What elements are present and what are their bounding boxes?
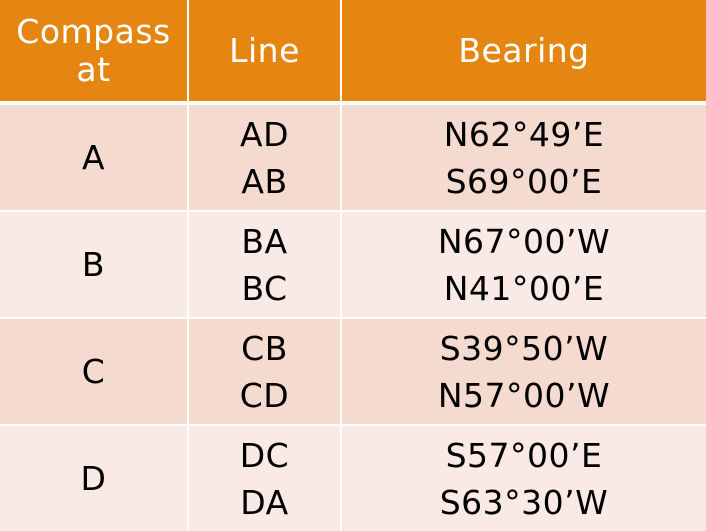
header-compass-at xyxy=(0,0,187,101)
compass-cell xyxy=(0,426,187,531)
line-value: CD xyxy=(239,375,290,415)
compass-station: A xyxy=(81,138,106,177)
bearing-value: S39°50’W xyxy=(439,328,609,368)
bearing-value: N62°49’E xyxy=(443,114,605,154)
header-line: Line xyxy=(229,30,300,70)
line-value: BA xyxy=(241,221,288,261)
header-compass-line1: Compass xyxy=(16,11,171,51)
bearing-cell xyxy=(342,319,706,424)
compass-station: D xyxy=(80,459,107,498)
table-row xyxy=(0,212,706,317)
compass-station: C xyxy=(81,352,106,391)
line-cell xyxy=(189,212,340,317)
table-row xyxy=(0,319,706,424)
line-value: DA xyxy=(240,482,289,522)
bearing-value: S69°00’E xyxy=(445,161,603,201)
compass-cell xyxy=(0,319,187,424)
bearing-cell xyxy=(342,426,706,531)
header-bearing: Bearing xyxy=(458,30,590,70)
bearing-value: S63°30’W xyxy=(439,482,609,522)
line-value: CB xyxy=(241,328,288,368)
bearing-cell xyxy=(342,212,706,317)
bearing-cell xyxy=(342,105,706,210)
table-row xyxy=(0,105,706,210)
line-value: AB xyxy=(241,161,288,201)
line-cell xyxy=(189,426,340,531)
bearing-value: N57°00’W xyxy=(437,375,611,415)
line-value: AD xyxy=(240,114,289,154)
line-value: BC xyxy=(241,268,288,308)
line-cell xyxy=(189,105,340,210)
header-compass-line2: at xyxy=(76,49,111,89)
bearing-value: N67°00’W xyxy=(437,221,611,261)
table-header xyxy=(0,0,706,101)
bearing-value: N41°00’E xyxy=(443,268,605,308)
compass-cell xyxy=(0,212,187,317)
compass-station: B xyxy=(81,245,106,284)
line-cell xyxy=(189,319,340,424)
table-row xyxy=(0,426,706,531)
compass-cell xyxy=(0,105,187,210)
column-divider xyxy=(340,0,342,531)
bearing-value: S57°00’E xyxy=(445,435,603,475)
line-value: DC xyxy=(239,435,290,475)
column-divider xyxy=(187,0,189,531)
